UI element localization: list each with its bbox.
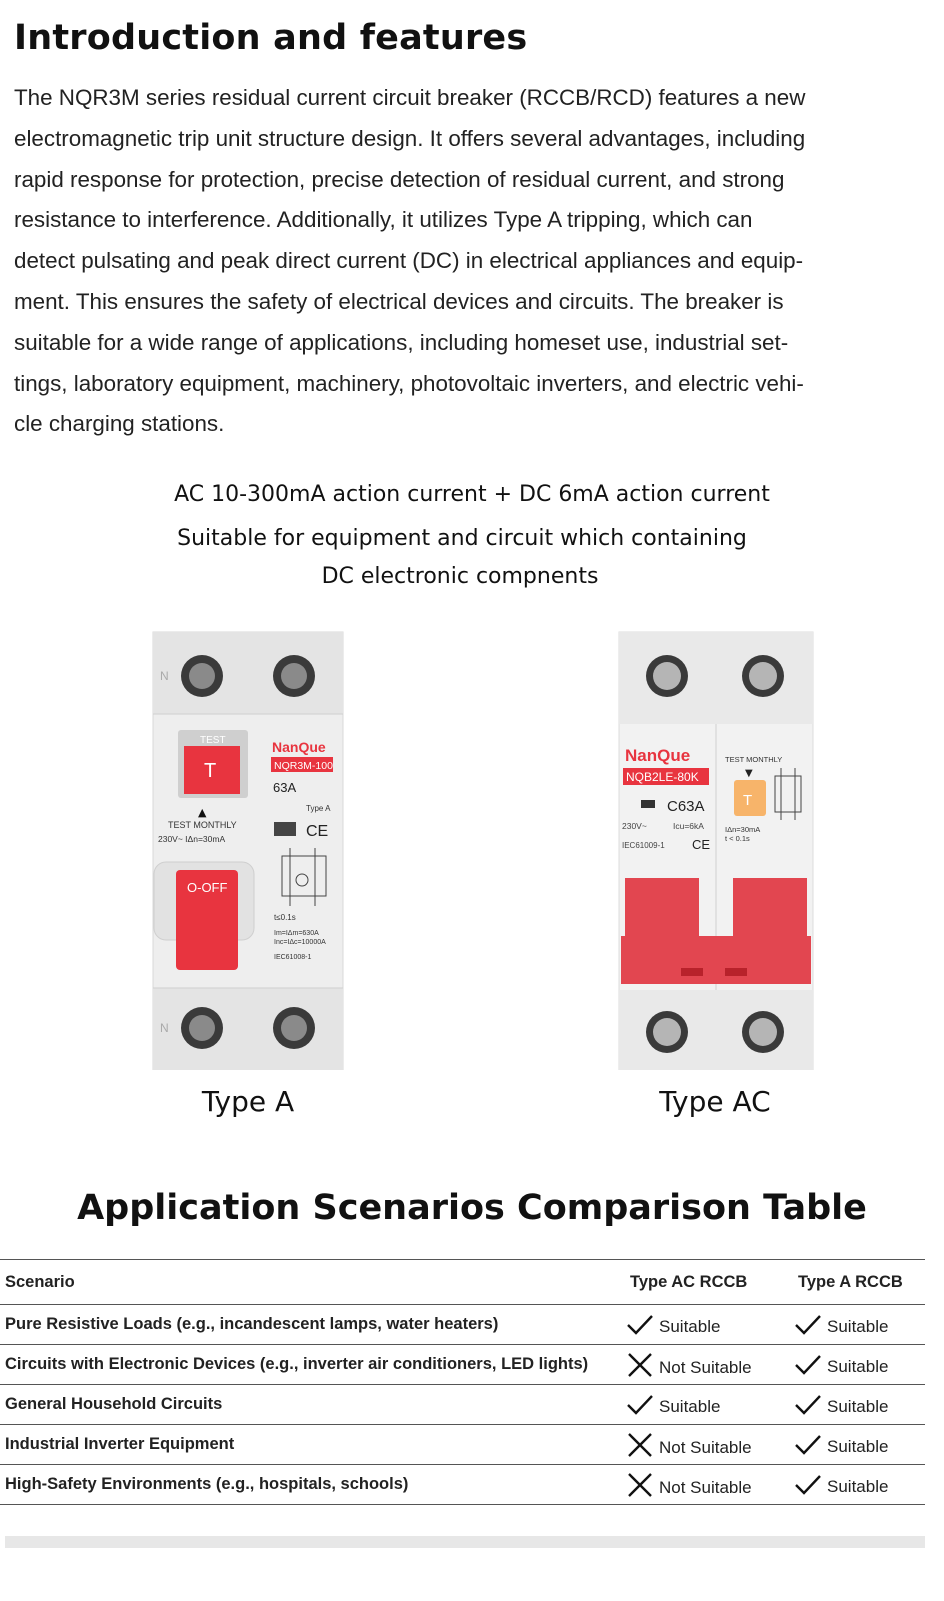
- intro-line: detect pulsating and peak direct current (DC) in electrical appliances and equip-: [14, 248, 804, 274]
- table-row: [0, 1465, 925, 1505]
- toggle-lever-graphic: [621, 936, 811, 984]
- product-type-ac-image: [617, 630, 817, 1070]
- comparison-table-title: Application Scenarios Comparison Table: [77, 1188, 867, 1228]
- table-row: [0, 1425, 925, 1465]
- type-ac-cell: [625, 1345, 793, 1385]
- check-icon: [793, 1353, 823, 1377]
- type-ac-verdict: Suitable: [659, 1396, 721, 1416]
- bottom-divider: [5, 1536, 925, 1548]
- trip-time-text: t≤0.1s: [274, 913, 296, 922]
- scenario-cell: Pure Resistive Loads (e.g., incandescent lamps, water heaters): [0, 1305, 625, 1345]
- brand-logo: NanQue: [272, 739, 326, 755]
- product-label-type-ac: Type AC: [659, 1085, 771, 1118]
- cross-icon: [625, 1432, 655, 1458]
- type-a-cell: [793, 1465, 925, 1505]
- type-a-verdict: Suitable: [827, 1476, 889, 1496]
- test-monthly-text: TEST MONTHLY: [725, 755, 783, 764]
- check-icon: [625, 1313, 655, 1337]
- product-type-a-image: [150, 630, 350, 1070]
- check-icon: [625, 1393, 655, 1417]
- intro-line: ment. This ensures the safety of electrical devices and circuits. The breaker is: [14, 288, 784, 314]
- intro-line: resistance to interference. Additionally, it utilizes Type A tripping, which can: [14, 207, 753, 233]
- table-row: [0, 1345, 925, 1385]
- im-text: Im=IΔm=630A: [274, 930, 319, 937]
- voltage-text: 230V~ IΔn=30mA: [158, 834, 226, 844]
- model-badge: NQB2LE-80K: [626, 770, 699, 784]
- arrow-down-icon: ▼: [745, 768, 753, 779]
- test-monthly-text: TEST MONTHLY: [168, 820, 237, 830]
- comparison-table: [0, 1259, 925, 1505]
- standard-text: IEC61008-1: [274, 954, 312, 961]
- type-ac-cell: [625, 1385, 793, 1425]
- type-ac-cell: [625, 1465, 793, 1505]
- ce-mark: CE: [692, 837, 711, 852]
- type-a-verdict: Suitable: [827, 1436, 889, 1456]
- type-a-cell: [793, 1425, 925, 1465]
- table-row: [0, 1305, 925, 1345]
- idn-text: IΔn=30mA: [725, 825, 761, 834]
- intro-line: electromagnetic trip unit structure design. It offers several advantages, including: [14, 125, 806, 151]
- rating-text: C63A: [667, 798, 705, 815]
- intro-title: Introduction and features: [14, 18, 528, 58]
- intro-paragraph: [14, 78, 920, 445]
- table-header-row: [0, 1260, 925, 1305]
- terminal-label: N: [160, 669, 169, 683]
- type-ac-verdict: Not Suitable: [659, 1357, 752, 1377]
- type-a-cell: [793, 1385, 925, 1425]
- arrow-up-icon: ▲: [198, 806, 207, 819]
- type-a-cell: [793, 1305, 925, 1345]
- type-ac-cell: [625, 1425, 793, 1465]
- test-button-letter: T: [743, 792, 753, 809]
- type-ac-verdict: Not Suitable: [659, 1477, 752, 1497]
- toggle-label: O-OFF: [187, 880, 228, 895]
- intro-line: The NQR3M series residual current circuit breaker (RCCB/RCD) features a new: [14, 85, 806, 110]
- cross-icon: [625, 1352, 655, 1378]
- column-header-type-ac: Type AC RCCB: [625, 1260, 793, 1305]
- scenario-cell: High-Safety Environments (e.g., hospitals, schools): [0, 1465, 625, 1505]
- check-icon: [793, 1393, 823, 1417]
- terminal-label: N: [160, 1021, 169, 1035]
- test-button-letter: T: [204, 760, 217, 782]
- scenario-cell: General Household Circuits: [0, 1385, 625, 1425]
- type-ac-verdict: Suitable: [659, 1316, 721, 1336]
- feature-line-2: Suitable for equipment and circuit which containing: [177, 526, 747, 551]
- inc-text: Inc=IΔc=10000A: [274, 939, 326, 946]
- scenario-cell: Circuits with Electronic Devices (e.g., inverter air conditioners, LED lights): [0, 1345, 625, 1385]
- feature-line-1: AC 10-300mA action current + DC 6mA action current: [174, 482, 770, 507]
- type-a-verdict: Suitable: [827, 1396, 889, 1416]
- intro-line: suitable for a wide range of applications, including homeset use, industrial set-: [14, 329, 789, 355]
- type-a-verdict: Suitable: [827, 1316, 889, 1336]
- column-header-type-a: Type A RCCB: [793, 1260, 925, 1305]
- type-a-verdict: Suitable: [827, 1356, 889, 1376]
- cross-icon: [625, 1472, 655, 1498]
- table-row: [0, 1385, 925, 1425]
- type-a-cell: [793, 1345, 925, 1385]
- model-badge: NQR3M-100: [274, 760, 333, 772]
- type-ac-verdict: Not Suitable: [659, 1437, 752, 1457]
- icu-text: Icu=6kA: [673, 821, 704, 831]
- type-ac-cell: [625, 1305, 793, 1345]
- breaker-type-ac-illustration: [617, 630, 817, 1070]
- test-label: TEST: [200, 735, 226, 746]
- breaker-type-a-illustration: [150, 630, 350, 1070]
- intro-line: cle charging stations.: [14, 411, 225, 437]
- brand-logo: NanQue: [625, 746, 691, 765]
- check-icon: [793, 1433, 823, 1457]
- type-text: Type A: [306, 804, 331, 813]
- intro-line: rapid response for protection, precise detection of residual current, and strong: [14, 166, 785, 192]
- feature-line-3: DC electronic compnents: [321, 564, 599, 589]
- scenario-cell: Industrial Inverter Equipment: [0, 1425, 625, 1465]
- column-header-scenario: Scenario: [0, 1260, 625, 1305]
- intro-line: tings, laboratory equipment, machinery, photovoltaic inverters, and electric vehi-: [14, 370, 804, 396]
- check-icon: [793, 1313, 823, 1337]
- check-icon: [793, 1473, 823, 1497]
- rating-text: 63A: [273, 780, 297, 795]
- voltage-text: 230V~: [622, 821, 647, 831]
- standard-text: IEC61009-1: [622, 841, 665, 850]
- product-label-type-a: Type A: [201, 1085, 295, 1118]
- ce-mark: CE: [306, 823, 329, 840]
- trip-time-text: t < 0.1s: [725, 834, 750, 843]
